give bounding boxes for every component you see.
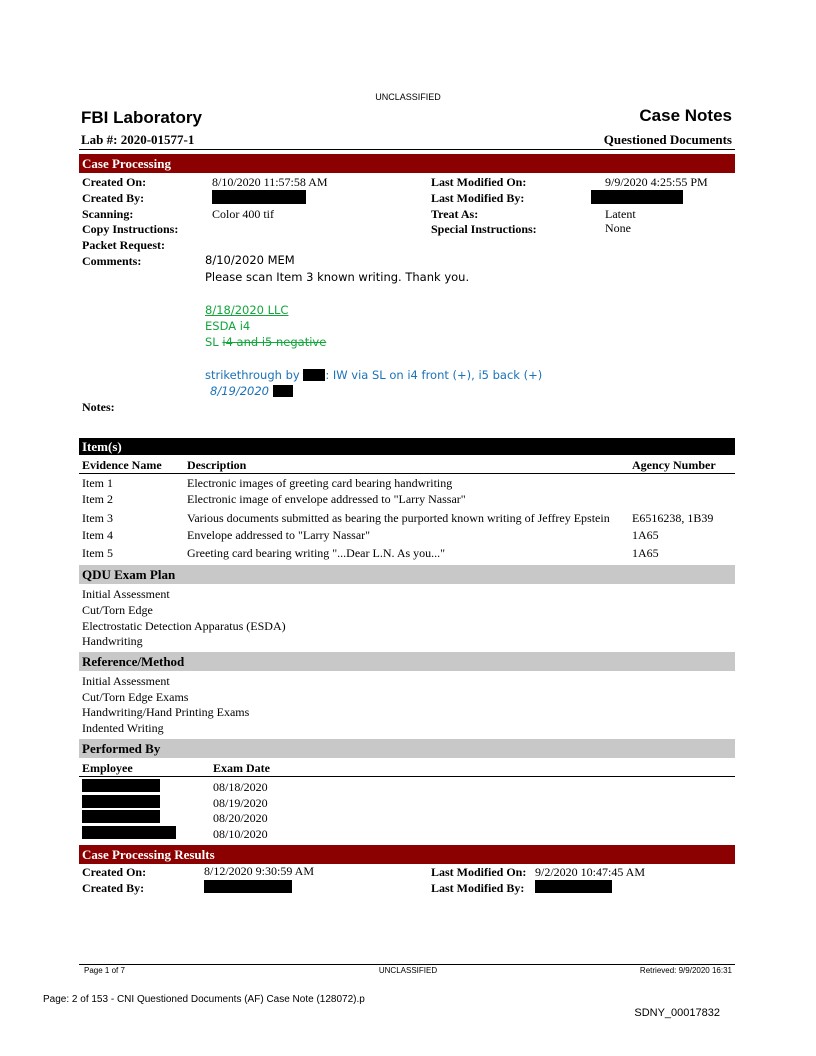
reference-method-item: Cut/Torn Edge Exams xyxy=(82,690,189,704)
doc-title: Case Notes xyxy=(639,106,732,125)
last-modified-on-value: 9/9/2020 4:25:55 PM xyxy=(605,175,708,189)
treat-as-value: Latent xyxy=(605,207,636,221)
unit-name: Questioned Documents xyxy=(603,132,732,147)
comment-line-2: Please scan Item 3 known writing. Thank you. xyxy=(205,270,470,284)
items-header: Item(s) xyxy=(79,438,735,455)
results-created-on-label: Created On: xyxy=(82,865,147,879)
notes-label: Notes: xyxy=(82,400,115,414)
reference-method-item: Handwriting/Hand Printing Exams xyxy=(82,705,250,719)
col-agency-number: Agency Number xyxy=(632,458,716,472)
col-evidence-name: Evidence Name xyxy=(82,458,162,472)
results-created-by-label: Created By: xyxy=(82,881,145,895)
comment-line-6 xyxy=(205,367,542,383)
scanning-value: Color 400 tif xyxy=(212,207,274,221)
item-agency: 1A65 xyxy=(632,546,659,560)
comment-line-7 xyxy=(210,383,293,399)
item-agency: 1A65 xyxy=(632,528,659,542)
special-instructions-value: None xyxy=(605,221,631,235)
reference-method-header: Reference/Method xyxy=(79,652,735,671)
item-description: Various documents submitted as bearing the purported known writing of Jeffrey Epstein xyxy=(187,511,610,525)
lab-number: Lab #: 2020-01577-1 xyxy=(81,132,195,147)
redaction-employee xyxy=(82,810,160,823)
item-description: Greeting card bearing writing "...Dear L.N. As you..." xyxy=(187,546,446,560)
redaction-last-modified-by xyxy=(591,190,683,204)
results-last-modified-by-label: Last Modified By: xyxy=(431,881,525,895)
comments-label: Comments: xyxy=(82,254,142,268)
results-last-modified-on-label: Last Modified On: xyxy=(431,865,527,879)
performed-by-header: Performed By xyxy=(79,739,735,758)
copy-instructions-label: Copy Instructions: xyxy=(82,222,179,236)
exam-plan-item: Initial Assessment xyxy=(82,587,170,601)
item-name: Item 1 xyxy=(82,476,113,490)
classification-top: UNCLASSIFIED xyxy=(375,92,441,102)
footer-retrieved: Retrieved: 9/9/2020 16:31 xyxy=(639,966,732,975)
item-agency: E6516238, 1B39 xyxy=(632,511,714,525)
performed-by-rule xyxy=(79,776,735,777)
redaction-strikethrough-by xyxy=(303,369,325,381)
exam-date: 08/19/2020 xyxy=(213,796,268,810)
redaction-employee xyxy=(82,779,160,792)
last-modified-by-label: Last Modified By: xyxy=(431,191,525,205)
exam-plan-item: Cut/Torn Edge xyxy=(82,603,153,617)
exam-plan-item: Handwriting xyxy=(82,634,143,648)
lab-title: FBI Laboratory xyxy=(81,108,202,127)
redaction-results-last-modified-by xyxy=(535,880,612,893)
comment-line-6-prefix: strikethrough by xyxy=(205,368,304,382)
results-created-on-value: 8/12/2020 9:30:59 AM xyxy=(204,864,315,878)
packet-request-label: Packet Request: xyxy=(82,238,165,252)
item-name: Item 4 xyxy=(82,528,113,542)
results-header: Case Processing Results xyxy=(79,845,735,864)
footer-rule xyxy=(79,964,735,965)
treat-as-label: Treat As: xyxy=(431,207,479,221)
results-last-modified-on-value: 9/2/2020 10:47:45 AM xyxy=(535,865,646,879)
redaction-results-created-by xyxy=(204,880,292,893)
reference-method-item: Indented Writing xyxy=(82,721,164,735)
redaction-created-by xyxy=(212,190,306,204)
comment-line-7-date: 8/19/2020 xyxy=(210,384,269,398)
comment-line-1: 8/10/2020 MEM xyxy=(205,253,295,267)
created-on-value: 8/10/2020 11:57:58 AM xyxy=(212,175,328,189)
item-description: Electronic images of greeting card bearing handwriting xyxy=(187,476,453,490)
col-exam-date: Exam Date xyxy=(213,761,270,775)
comment-line-5-prefix: SL xyxy=(205,335,223,349)
item-name: Item 3 xyxy=(82,511,113,525)
items-header-rule xyxy=(79,473,735,474)
redaction-employee xyxy=(82,795,160,808)
footer-page: Page 1 of 7 xyxy=(84,966,125,975)
item-description: Electronic image of envelope addressed to "Larry Nassar" xyxy=(187,492,466,506)
exam-date: 08/18/2020 xyxy=(213,780,268,794)
comment-line-5-struck: i4 and i5 negative xyxy=(222,335,327,349)
comment-line-5 xyxy=(205,334,326,350)
item-name: Item 2 xyxy=(82,492,113,506)
comment-line-3: 8/18/2020 LLC xyxy=(205,303,289,317)
outer-page-label: Page: 2 of 153 - CNI Questioned Documents (AF) Case Note (128072).p xyxy=(43,994,365,1005)
comment-line-4: ESDA i4 xyxy=(205,319,251,333)
exam-date: 08/20/2020 xyxy=(213,811,268,825)
reference-method-item: Initial Assessment xyxy=(82,674,170,688)
redaction-comment-date xyxy=(273,385,293,397)
header-rule xyxy=(79,149,735,150)
exam-plan-item: Electrostatic Detection Apparatus (ESDA) xyxy=(82,619,286,633)
bates-number: SDNY_00017832 xyxy=(634,1007,720,1019)
case-processing-header: Case Processing xyxy=(79,154,735,173)
special-instructions-label: Special Instructions: xyxy=(431,222,537,236)
comment-line-6-suffix: : IW via SL on i4 front (+), i5 back (+) xyxy=(325,368,543,382)
scanning-label: Scanning: xyxy=(82,207,134,221)
created-on-label: Created On: xyxy=(82,175,147,189)
col-employee: Employee xyxy=(82,761,133,775)
col-description: Description xyxy=(187,458,247,472)
footer-classification: UNCLASSIFIED xyxy=(378,966,438,975)
item-name: Item 5 xyxy=(82,546,113,560)
exam-date: 08/10/2020 xyxy=(213,827,268,841)
last-modified-on-label: Last Modified On: xyxy=(431,175,527,189)
item-description: Envelope addressed to "Larry Nassar" xyxy=(187,528,371,542)
exam-plan-header: QDU Exam Plan xyxy=(79,565,735,584)
redaction-employee xyxy=(82,826,176,839)
created-by-label: Created By: xyxy=(82,191,145,205)
